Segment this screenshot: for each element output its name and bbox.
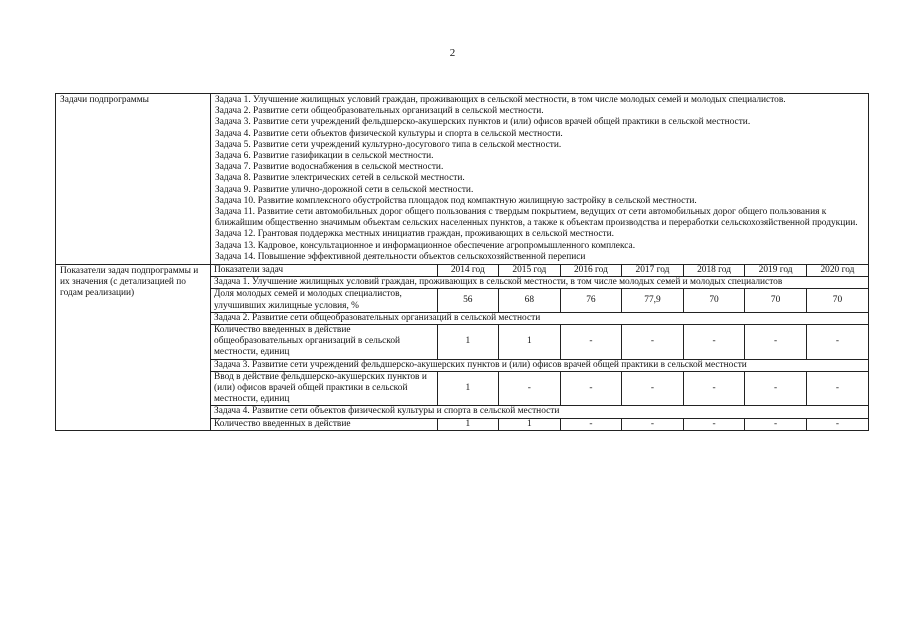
task-item: Задача 13. Кадровое, консультационное и информационное обеспечение агропромышленного комплекса. <box>215 240 636 251</box>
task-item: Задача 4. Развитие сети объектов физической культуры и спорта в сельской местности. <box>215 128 563 139</box>
indicator-value: 1 <box>499 325 561 360</box>
task-item: Задача 8. Развитие электрических сетей в сельской местности. <box>215 173 465 184</box>
task-heading: Задача 1. Улучшение жилищных условий граждан, проживающих в сельской местности, в том числе молодых семей и молодых специалистов <box>211 277 868 289</box>
indicator-row <box>211 289 868 312</box>
indicator-name: Доля молодых семей и молодых специалистов, улучшивших жилищные условия, % <box>211 289 437 312</box>
task-heading-row <box>211 312 868 324</box>
indicator-value: 76 <box>560 289 622 312</box>
indicator-value: - <box>683 418 745 430</box>
task-item: Задача 9. Развитие улично-дорожной сети в сельской местности. <box>215 184 474 195</box>
indicator-value: - <box>683 371 745 406</box>
indicator-value: - <box>745 418 807 430</box>
indicator-value: 68 <box>499 289 561 312</box>
indicator-value: 70 <box>745 289 807 312</box>
indicator-value: 1 <box>437 418 499 430</box>
indicators-table <box>211 265 868 430</box>
task-heading: Задача 4. Развитие сети объектов физической культуры и спорта в сельской местности <box>211 406 868 418</box>
indicator-value: - <box>622 418 684 430</box>
indicator-value: 1 <box>437 325 499 360</box>
indicator-value: - <box>806 325 868 360</box>
task-item: Задача 10. Развитие комплексного обустройства площадок под компактную жилищную застройку в сельской местности. <box>215 195 697 206</box>
page-number: 2 <box>449 47 456 59</box>
indicator-value: - <box>745 371 807 406</box>
year-header: 2014 год <box>437 265 499 277</box>
task-item: Задача 7. Развитие водоснабжения в сельской местности. <box>215 162 444 173</box>
indicator-value: - <box>683 325 745 360</box>
indicators-header-row <box>211 265 868 277</box>
indicator-header: Показатели задач <box>211 265 437 277</box>
indicator-row <box>211 418 868 430</box>
indicator-value: 77,9 <box>622 289 684 312</box>
indicator-value: 1 <box>437 371 499 406</box>
indicator-value: 70 <box>806 289 868 312</box>
task-item: Задача 14. Повышение эффективной деятельности объектов сельскохозяйственной переписи <box>215 251 586 262</box>
indicators-row <box>56 265 869 431</box>
year-header: 2016 год <box>560 265 622 277</box>
task-heading: Задача 2. Развитие сети общеобразовательных организаций в сельской местности <box>211 312 868 324</box>
indicator-value: - <box>745 325 807 360</box>
indicator-value: - <box>560 325 622 360</box>
indicator-value: - <box>622 371 684 406</box>
indicator-value: - <box>622 325 684 360</box>
indicator-row <box>211 371 868 406</box>
indicator-value: - <box>560 418 622 430</box>
indicator-value: - <box>499 371 561 406</box>
indicator-value: - <box>560 371 622 406</box>
indicators-label: Показатели задач подпрограммы и их значения (с детализацией по годам реализации) <box>56 265 211 431</box>
year-header: 2015 год <box>499 265 561 277</box>
indicator-name: Ввод в действие фельдшерско-акушерских пунктов и (или) офисов врачей общей практики в сельской местности, единиц <box>211 371 437 406</box>
indicator-value: 70 <box>683 289 745 312</box>
task-heading-row <box>211 359 868 371</box>
task-item: Задача 5. Развитие сети учреждений культурно-досугового типа в сельской местности. <box>215 139 562 150</box>
task-item: Задача 3. Развитие сети учреждений фельдшерско-акушерских пунктов и (или) офисов врачей общей практики в сельской местности. <box>215 117 751 128</box>
indicator-value: - <box>806 418 868 430</box>
task-item: Задача 12. Грантовая поддержка местных инициатив граждан, проживающих в сельской местности. <box>215 229 614 240</box>
task-item: Задача 6. Развитие газификации в сельской местности. <box>215 151 434 162</box>
passport-table <box>55 93 869 431</box>
task-item: Задача 1. Улучшение жилищных условий граждан, проживающих в сельской местности, в том числе молодых семей и молодых специалистов. <box>215 95 786 105</box>
indicator-value: 1 <box>499 418 561 430</box>
tasks-row <box>56 94 869 265</box>
year-header: 2020 год <box>806 265 868 277</box>
year-header: 2019 год <box>745 265 807 277</box>
tasks-list <box>211 94 869 265</box>
tasks-label: Задачи подпрограммы <box>56 94 211 265</box>
indicator-row <box>211 325 868 360</box>
indicator-name: Количество введенных в действие общеобразовательных организаций в сельской местности, единиц <box>211 325 437 360</box>
indicator-value: 56 <box>437 289 499 312</box>
year-header: 2018 год <box>683 265 745 277</box>
task-item: Задача 2. Развитие сети общеобразовательных организаций в сельской местности. <box>215 106 544 117</box>
indicator-value: - <box>806 371 868 406</box>
indicators-cell <box>211 265 869 431</box>
task-item: Задача 11. Развитие сети автомобильных дорог общего пользования с твердым покрытием, ведущих от сети автомобильных дорог общего пользования к ближайшим общественно значимым объектам сельских населенных пунктов, а также к объектам производства и переработки сельскохозяйственной продукции. <box>215 207 858 229</box>
task-heading-row <box>211 277 868 289</box>
task-heading: Задача 3. Развитие сети учреждений фельдшерско-акушерских пунктов и (или) офисов врачей общей практики в сельской местности <box>211 359 868 371</box>
year-header: 2017 год <box>622 265 684 277</box>
task-heading-row <box>211 406 868 418</box>
indicator-name: Количество введенных в действие <box>211 418 437 430</box>
